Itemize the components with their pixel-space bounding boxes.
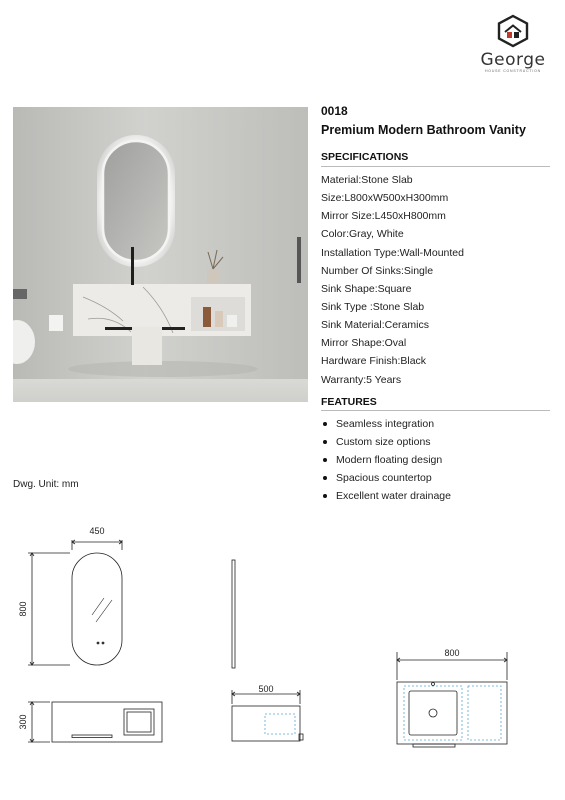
house-hexagon-logo-icon [476,14,550,54]
brand-logo [476,14,550,78]
features-divider [321,410,550,411]
drawing-unit-label: Dwg. Unit: mm [13,479,79,490]
spec-item-installation-type: Installation Type:Wall-Mounted [321,246,464,259]
feature-label: Spacious countertop [336,472,432,485]
product-title: Premium Modern Bathroom Vanity [321,123,526,137]
feature-label: Seamless integration [336,418,435,430]
spec-item-sink-shape: Sink Shape:Square [321,282,412,295]
mirror-touch-icon [97,642,100,645]
feature-label: Custom size options [336,436,431,449]
feature-label: Excellent water drainage [336,490,451,503]
spec-item-mirror-size: Mirror Size:L450xH800mm [321,210,446,223]
spec-item-sink-type: Sink Type :Stone Slab [321,300,425,313]
features-heading: FEATURES [321,396,377,408]
spec-item-mirror-shape: Mirror Shape:Oval [321,337,407,350]
spec-item-size: Size:L800xW500xH300mm [321,192,449,205]
bullet-icon [323,494,327,498]
dim-vanity-length: 800 [444,648,460,658]
spec-item-color: Color:Gray, White [321,228,404,241]
feature-item [321,469,451,487]
specifications-heading: SPECIFICATIONS [321,151,409,163]
feature-label: Modern floating design [336,454,443,467]
technical-drawings [0,510,565,800]
feature-item [321,451,451,469]
spec-item-sink-material: Sink Material:Ceramics [321,319,429,332]
spec-item-material: Material:Stone Slab [321,174,413,186]
bullet-icon [323,422,327,426]
feature-item [321,415,451,433]
mirror-side-outline [232,560,235,668]
brand-name: George [480,50,546,70]
dim-vanity-height: 300 [18,714,28,730]
feature-item [321,487,451,505]
spec-item-number-of-sinks: Number Of Sinks:Single [321,264,434,277]
spec-item-warranty: Warranty:5 Years [321,373,402,386]
product-photo [13,107,308,402]
dim-vanity-depth: 500 [258,684,274,694]
mirror-touch-icon [102,642,105,645]
spec-item-hardware-finish: Hardware Finish:Black [321,355,427,368]
specifications-list [321,171,464,389]
bullet-icon [323,476,327,480]
bullet-icon [323,440,327,444]
feature-item [321,433,451,451]
dim-mirror-width: 450 [89,526,105,536]
product-code: 0018 [321,104,348,118]
dim-mirror-height: 800 [18,601,28,617]
bullet-icon [323,458,327,462]
mirror-front-outline [72,553,122,665]
features-list [321,415,451,505]
brand-tagline: HOUSE CONSTRUCTION [484,69,541,73]
specifications-divider [321,166,550,167]
vanity-side-outline [232,706,300,741]
vanity-front-outline [52,702,162,742]
